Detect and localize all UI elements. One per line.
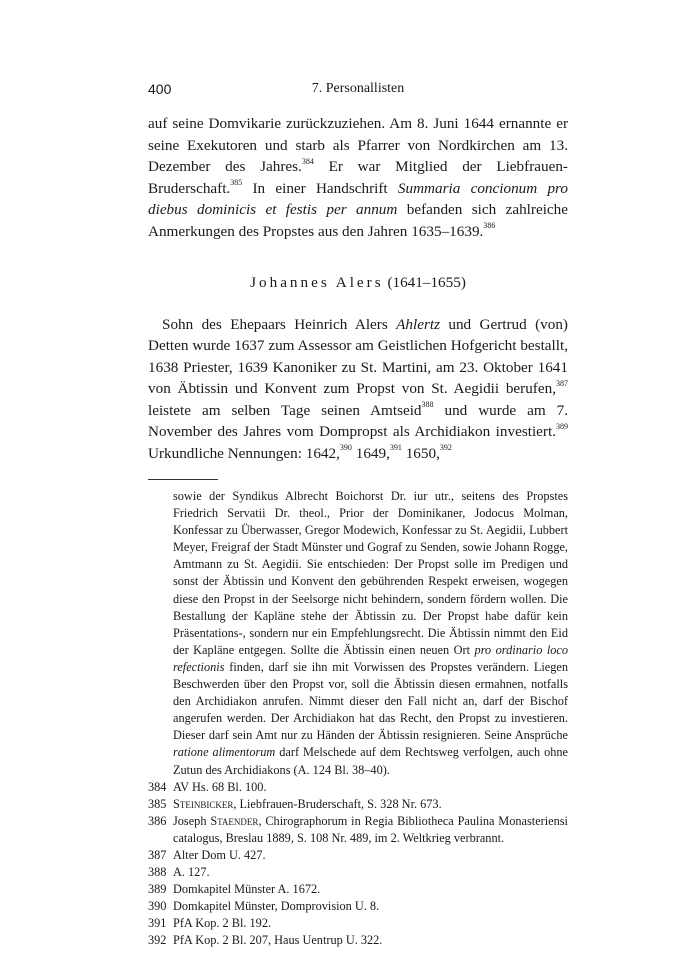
footnote-ref: 384 bbox=[301, 156, 314, 166]
footnote-text: Domkapitel Münster, Domprovision U. 8. bbox=[173, 899, 380, 914]
author-name: Steinbicker bbox=[173, 796, 234, 811]
footnote bbox=[148, 847, 568, 864]
footnote-number: 392 bbox=[148, 933, 167, 948]
text-run: In einer Handschrift bbox=[242, 179, 398, 197]
footnote-number: 389 bbox=[148, 882, 167, 897]
footnote bbox=[148, 796, 568, 813]
latin-phrase: ratione alimentorum bbox=[173, 745, 276, 760]
footnote-ref: 391 bbox=[389, 443, 402, 453]
footnote bbox=[148, 932, 568, 949]
paragraph-1 bbox=[148, 113, 568, 242]
page bbox=[148, 78, 568, 950]
footnote bbox=[148, 881, 568, 898]
text-run: 1650, bbox=[401, 444, 440, 462]
text-run: Sohn des Ehepaars Heinrich Alers bbox=[162, 315, 397, 333]
text-run: leistete am selben Tage seinen Amtseid bbox=[148, 401, 422, 419]
section-heading-name: Johannes Alers bbox=[250, 274, 384, 291]
text-run: auf seine Domvikarie zurückzuziehen. Am 8. Juni 1644 ernannte er seine Exekutoren und starb als Pfarrer von Nordkirchen am 13. Dezember des Jahres. bbox=[148, 115, 568, 175]
footnote-ref: 388 bbox=[421, 400, 434, 410]
footnote-number: 384 bbox=[148, 779, 167, 794]
latin-phrase: pro ordinario loco refectionis bbox=[173, 642, 568, 674]
text-run: Er war Mitglied der Liebfrauen-Bruderschaft. bbox=[148, 158, 568, 197]
footnote-number: 386 bbox=[148, 813, 167, 828]
main-text bbox=[148, 113, 568, 464]
text-run: Urkundliche Nennungen: 1642, bbox=[148, 444, 340, 462]
footnote-number: 387 bbox=[148, 847, 167, 862]
text-run: und Gertrud (von) Detten wurde 1637 zum Assessor am Geistlichen Hofgericht bestallt, 1638 Priester, 1639 Kanoniker zu St. Martini, am 23. Oktober 1641 von Äbtissin und Konvent zum Propst von St. Aegidii berufen, bbox=[148, 315, 568, 397]
section-heading bbox=[148, 272, 568, 294]
footnotes bbox=[148, 488, 568, 950]
footnote-continuation bbox=[148, 488, 568, 779]
footnote-number: 388 bbox=[148, 865, 167, 880]
running-head: 7. Personallisten bbox=[311, 81, 405, 96]
footnote-text bbox=[173, 813, 568, 847]
footnote bbox=[148, 898, 568, 915]
footnote bbox=[148, 864, 568, 881]
footnote-ref: 386 bbox=[483, 221, 496, 231]
footnote-text: Domkapitel Münster A. 1672. bbox=[173, 882, 321, 897]
page-header bbox=[148, 78, 568, 102]
footnote-ref: 385 bbox=[230, 178, 243, 188]
text-run: finden, darf sie ihn mit Vorwissen des Propstes verändern. Liegen Beschwerden über den Propst vor, soll die Äbtissin diesen ermahnen, notfalls den Archidiakon anrufen. Nimmt dieser den Fall nicht an, darf der Bischof angerufen werden. Der Archidiakon hat das Recht, den Propst zu investieren. Dieser darf sein Amt nur zu Händen der Äbtissin resignieren. Seine Ansprüche bbox=[173, 659, 568, 743]
footnote bbox=[148, 779, 568, 796]
page-number: 400 bbox=[148, 81, 172, 97]
manuscript-title: Summaria concionum pro diebus dominicis et festis per annum bbox=[148, 179, 568, 218]
footnote-text: Alter Dom U. 427. bbox=[173, 847, 266, 862]
footnote-ref: 389 bbox=[556, 421, 568, 431]
footnote-number: 385 bbox=[148, 796, 167, 811]
text-run: 1649, bbox=[351, 444, 390, 462]
footnote-separator bbox=[148, 479, 218, 480]
paragraph-2 bbox=[148, 314, 568, 465]
footnote-text: PfA Kop. 2 Bl. 192. bbox=[173, 916, 272, 931]
text-run: und wurde am 7. November des Jahres vom Dompropst als Archidiakon investiert. bbox=[148, 401, 568, 440]
text-run: befanden sich zahlreiche Anmerkungen des Propstes aus den Jahren 1635–1639. bbox=[148, 201, 568, 240]
footnote-ref: 392 bbox=[439, 443, 452, 453]
text-run: Joseph bbox=[173, 813, 211, 828]
text-run: , Liebfrauen-Bruderschaft, S. 328 Nr. 673. bbox=[233, 796, 442, 811]
name-variant: Ahlertz bbox=[396, 315, 440, 333]
footnote bbox=[148, 813, 568, 847]
footnote-ref: 387 bbox=[556, 378, 568, 388]
footnote-ref: 390 bbox=[339, 443, 352, 453]
footnote-text: A. 127. bbox=[173, 865, 210, 880]
footnote-text: AV Hs. 68 Bl. 100. bbox=[173, 779, 267, 794]
footnote-number: 390 bbox=[148, 899, 167, 914]
footnote bbox=[148, 915, 568, 932]
footnote-number: 391 bbox=[148, 916, 167, 931]
footnote-text bbox=[173, 796, 568, 813]
text-run: sowie der Syndikus Albrecht Boichorst Dr. iur utr., seitens des Propstes Friedrich Servatii Dr. theol., Prior der Dominikaner, Jodocus Molman, Konfessar zu Überwasser, Gregor Modewich, Konfessar zu St. Aegidii, Lubbert Meyer, Freigraf der Stadt Münster und Gograf zu Senden, sowie Johann Rogge, Amtmann zu St. Aegidii. Sie entschieden: Der Propst solle im Predigen und sonst der Äbtissin und Konvent den gebührenden Respekt erweisen, wogegen diese den Propst in der Seelsorge nicht behindern, sondern fördern wollen. Die Bestallung der Kapläne stehe der Äbtissin zu. Der Propst habe dafür kein Präsentations-, sondern nur ein Empfehlungsrecht. Die Äbtissin nimmt den Eid der Kapläne entgegen. Sollte die Äbtissin einen neuen Ort bbox=[173, 489, 568, 657]
footnote-text: PfA Kop. 2 Bl. 207, Haus Uentrup U. 322. bbox=[173, 933, 383, 948]
text-run: darf Melschede auf dem Rechtsweg verfolgen, auch ohne Zutun des Archidiakons (A. 124 Bl. 38–40). bbox=[173, 745, 568, 777]
author-name: Staender bbox=[210, 813, 259, 828]
section-heading-dates: (1641–1655) bbox=[383, 274, 466, 291]
text-run: , Chirographorum in Regia Bibliotheca Paulina Monasteriensi catalogus, Breslau 1889, S. 108 Nr. 489, im 2. Weltkrieg verbrannt. bbox=[173, 813, 568, 845]
